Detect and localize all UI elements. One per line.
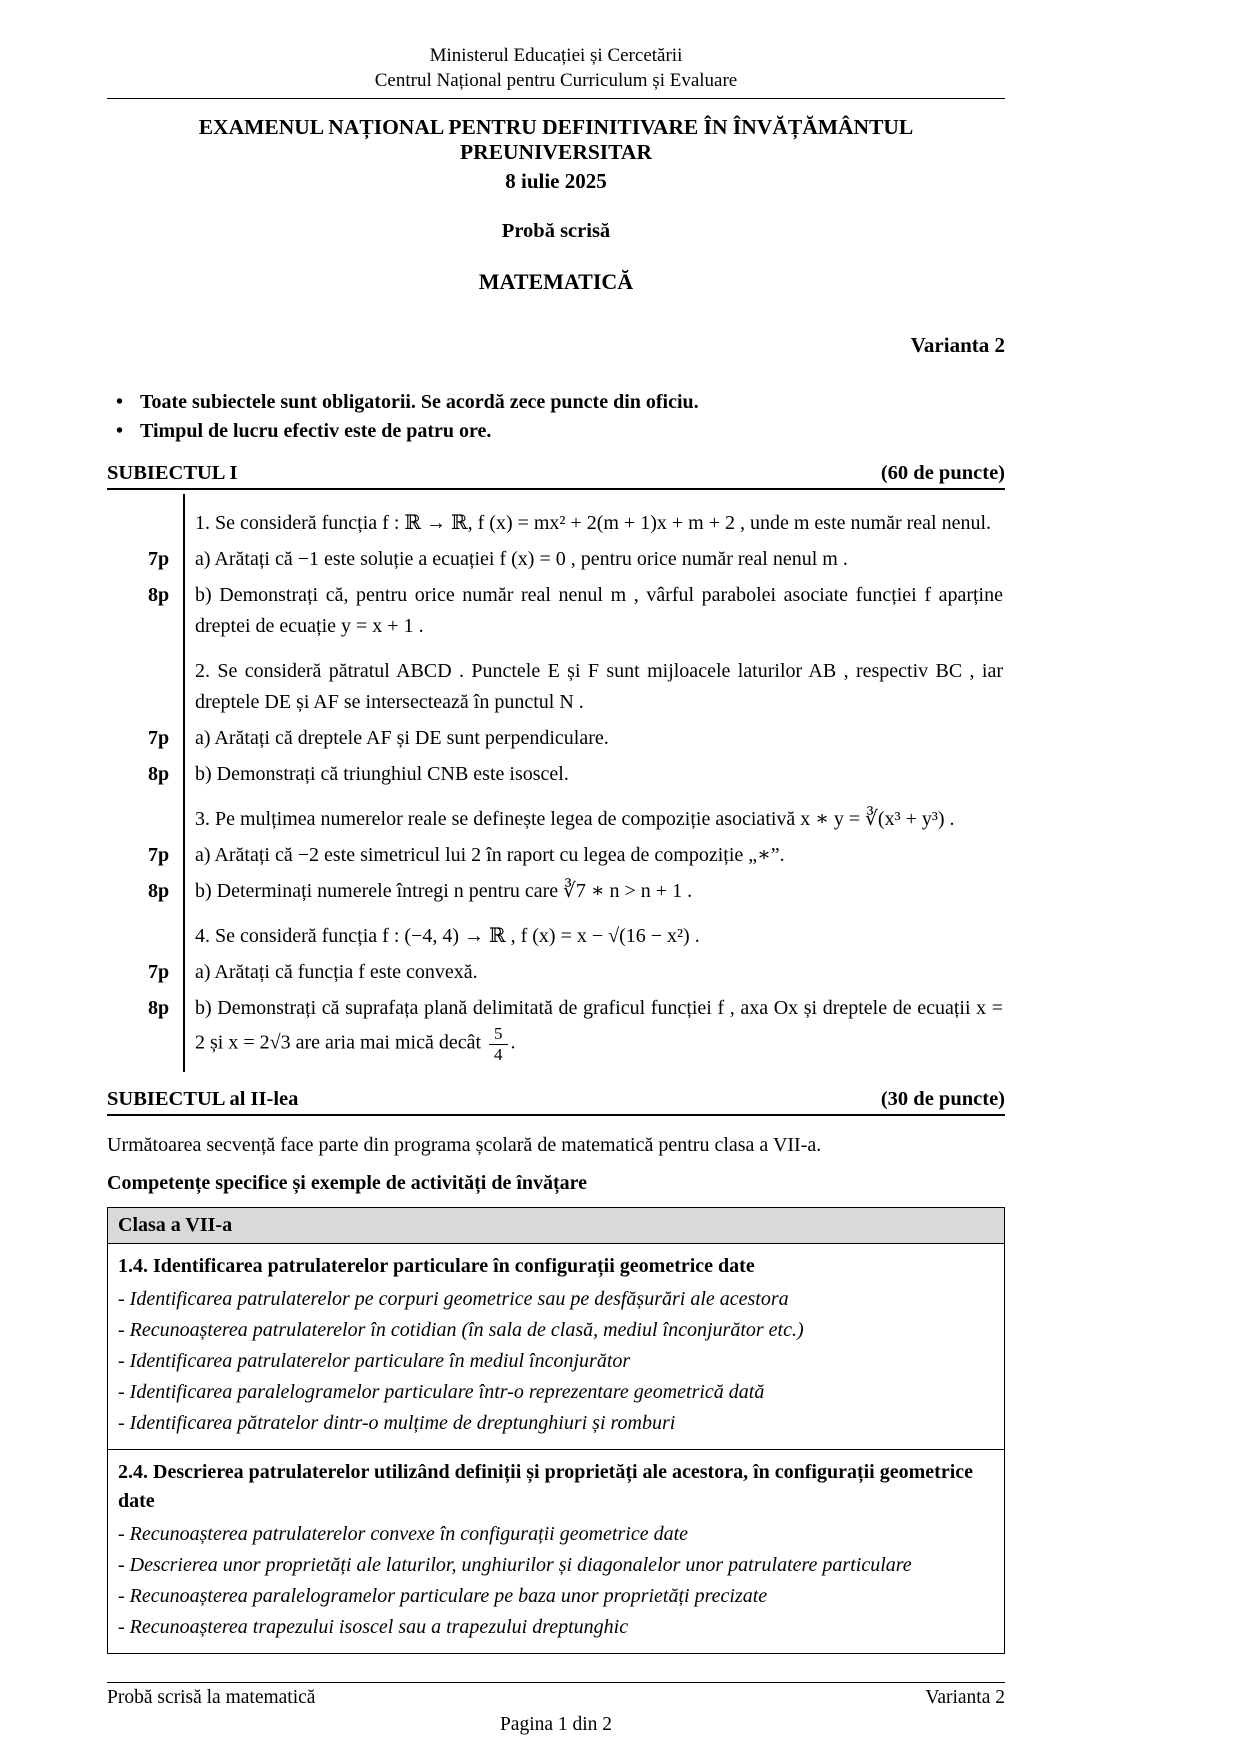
problem-row bbox=[107, 871, 1005, 907]
fraction bbox=[489, 1024, 508, 1064]
footer-page-number: Pagina 1 din 2 bbox=[499, 1714, 613, 1735]
page-footer bbox=[107, 1682, 1005, 1736]
section-item: - Recunoașterea trapezului isoscel sau a trapezului dreptunghic bbox=[118, 1616, 629, 1639]
problem-text: a) Arătați că −2 este simetricul lui 2 în raport cu legea de compoziție „∗”. bbox=[183, 835, 1005, 871]
subject2-subtitle: Competențe specifice și exemple de activități de învățare bbox=[107, 1172, 588, 1195]
instruction-item: • Toate subiectele sunt obligatorii. Se acordă zece puncte din oficiu. bbox=[107, 388, 1005, 417]
points-label: 7p bbox=[148, 727, 170, 750]
points-label: 8p bbox=[148, 880, 170, 903]
subject1-heading bbox=[107, 462, 1005, 490]
table-header: Clasa a VII-a bbox=[108, 1208, 1004, 1244]
subject2-intro: Următoarea secvență face parte din programa școlară de matematică pentru clasa a VII-a. bbox=[107, 1134, 822, 1157]
problem-text bbox=[183, 988, 1005, 1072]
problem-text: a) Arătați că funcția f este convexă. bbox=[183, 952, 1005, 988]
points-label bbox=[107, 494, 183, 539]
points-label: 8p bbox=[148, 584, 170, 607]
variant-label: Varianta 2 bbox=[910, 333, 1005, 358]
fraction-denominator: 4 bbox=[494, 1044, 503, 1064]
footer-left: Probă scrisă la matematică bbox=[107, 1687, 316, 1708]
points-label: 8p bbox=[148, 763, 170, 786]
problem-row bbox=[107, 718, 1005, 754]
problem-text-part: . bbox=[510, 1032, 516, 1055]
problem-text-part: b) Demonstrați că suprafața plană delimitată de graficul funcției f , axa Ox și dreptele de ecuații x = 2 și x = 2√3 are aria mai mică decât bbox=[195, 997, 1003, 1055]
points-label: 7p bbox=[148, 961, 170, 984]
problem-text: a) Arătați că −1 este soluție a ecuației f (x) = 0 , pentru orice număr real nenul m . bbox=[183, 539, 1005, 575]
ministry-line: Ministerul Educației și Cercetării bbox=[429, 45, 683, 66]
problem-row bbox=[107, 907, 1005, 952]
subject1-points: (60 de puncte) bbox=[880, 462, 1005, 485]
fraction-numerator: 5 bbox=[489, 1024, 508, 1045]
points-label: 7p bbox=[148, 548, 170, 571]
discipline-label: MATEMATICĂ bbox=[478, 269, 634, 295]
problem-row bbox=[107, 575, 1005, 642]
points-label bbox=[107, 790, 183, 835]
subject2-heading bbox=[107, 1088, 1005, 1116]
points-label: 8p bbox=[148, 997, 170, 1020]
section-item: - Identificarea pătratelor dintr-o mulțime de dreptunghiuri și romburi bbox=[118, 1412, 676, 1435]
problem-text: b) Demonstrați că, pentru orice număr real nenul m , vârful parabolei asociate funcției f aparține dreptei de ecuație y = x + 1 . bbox=[183, 575, 1005, 642]
subject1-title: SUBIECTUL I bbox=[107, 462, 238, 485]
points-label: 7p bbox=[148, 844, 170, 867]
problem-row bbox=[107, 754, 1005, 790]
section-item: - Recunoașterea paralelogramelor particulare pe baza unor proprietăți precizate bbox=[118, 1585, 768, 1608]
problem-row bbox=[107, 642, 1005, 718]
section-item: - Identificarea patrulaterelor pe corpuri geometrice sau pe desfășurări ale acestora bbox=[118, 1288, 789, 1311]
exam-title: EXAMENUL NAȚIONAL PENTRU DEFINITIVARE ÎN ÎNVĂȚĂMÂNTUL PREUNIVERSITAR bbox=[198, 115, 914, 165]
problem-text: 3. Pe mulțimea numerelor reale se definește legea de compoziție asociativă x ∗ y = ∛(x³ + y³) . bbox=[183, 790, 1005, 835]
title-block bbox=[107, 115, 1005, 295]
section-item: - Identificarea paralelogramelor particulare într-o reprezentare geometrică dată bbox=[118, 1381, 765, 1404]
problem-text: a) Arătați că dreptele AF și DE sunt perpendiculare. bbox=[183, 718, 1005, 754]
instructions bbox=[107, 388, 1005, 446]
problem-text: 4. Se consideră funcția f : (−4, 4) → ℝ , f (x) = x − √(16 − x²) . bbox=[183, 907, 1005, 952]
problem-row bbox=[107, 952, 1005, 988]
section-title: 1.4. Identificarea patrulaterelor particulare în configurații geometrice date bbox=[118, 1255, 755, 1278]
section-item: - Recunoașterea patrulaterelor în cotidian (în sala de clasă, mediul înconjurător etc.) bbox=[118, 1319, 804, 1342]
problem-text: b) Demonstrați că triunghiul CNB este isoscel. bbox=[183, 754, 1005, 790]
table-section bbox=[108, 1449, 1004, 1653]
problem-text: 2. Se consideră pătratul ABCD . Punctele E și F sunt mijloacele laturilor AB , respectiv BC , iar dreptele DE și AF se intersectează în punctul N . bbox=[183, 642, 1005, 718]
problem-text: 1. Se consideră funcția f : ℝ → ℝ, f (x) = mx² + 2(m + 1)x + m + 2 , unde m este număr real nenul. bbox=[183, 494, 1005, 539]
exam-date: 8 iulie 2025 bbox=[505, 169, 607, 194]
problem-row bbox=[107, 835, 1005, 871]
problem-text: b) Determinați numerele întregi n pentru care ∛7 ∗ n > n + 1 . bbox=[183, 871, 1005, 907]
center-line: Centrul Național pentru Curriculum și Evaluare bbox=[374, 69, 738, 91]
subject1-problems bbox=[107, 494, 1005, 1072]
competences-table bbox=[107, 1207, 1005, 1654]
points-label bbox=[107, 642, 183, 718]
problem-row bbox=[107, 494, 1005, 539]
points-label bbox=[107, 907, 183, 952]
table-section bbox=[108, 1244, 1004, 1449]
section-item: - Identificarea patrulaterelor particulare în mediul înconjurător bbox=[118, 1350, 631, 1373]
problem-row bbox=[107, 790, 1005, 835]
proba-label: Probă scrisă bbox=[501, 220, 611, 243]
problem-row bbox=[107, 988, 1005, 1072]
subject2-title: SUBIECTUL al II-lea bbox=[107, 1088, 299, 1111]
subject2-points: (30 de puncte) bbox=[880, 1088, 1005, 1111]
footer-variant: Varianta 2 bbox=[925, 1687, 1005, 1708]
instruction-item: • Timpul de lucru efectiv este de patru ore. bbox=[107, 417, 1005, 446]
section-item: - Recunoașterea patrulaterelor convexe în configurații geometrice date bbox=[118, 1523, 689, 1546]
section-item: - Descrierea unor proprietăți ale laturilor, unghiurilor și diagonalelor unor patrulatere particulare bbox=[118, 1554, 912, 1577]
footer-row bbox=[107, 1687, 1005, 1709]
document-header bbox=[107, 44, 1005, 99]
section-title: 2.4. Descrierea patrulaterelor utilizând definiții și proprietăți ale acestora, în configurații geometrice date bbox=[118, 1461, 973, 1513]
problem-row bbox=[107, 539, 1005, 575]
